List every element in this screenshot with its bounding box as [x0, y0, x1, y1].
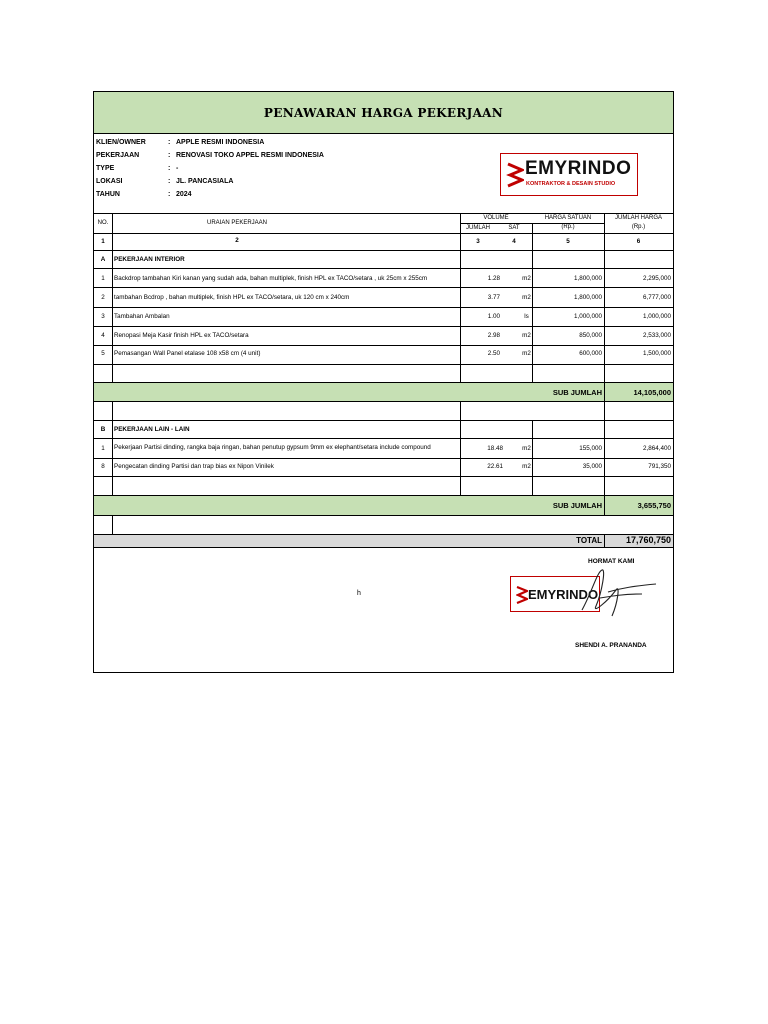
signature-greeting: HORMAT KAMI	[588, 558, 635, 565]
index-cell: 4	[512, 238, 516, 245]
info-label-location: LOKASI	[96, 178, 123, 185]
row-qty: 18.48	[487, 445, 503, 452]
row-no: 5	[101, 350, 105, 357]
logo-wordmark: EMYRINDO	[525, 158, 632, 179]
info-value-location: JL. PANCASIALA	[176, 178, 234, 185]
col-header-total-price: JUMLAH HARGA	[614, 215, 662, 221]
section-code: B	[100, 426, 106, 433]
row-unit-price: 1,000,000	[573, 313, 602, 320]
info-sep: :	[168, 165, 171, 172]
info-label-type: TYPE	[96, 165, 115, 172]
title-band	[94, 92, 673, 134]
info-label-client: KLIEN/OWNER	[96, 139, 146, 146]
row-no: 1	[101, 275, 105, 282]
signatory-name: SHENDI A. PRANANDA	[575, 642, 647, 649]
row-no: 8	[101, 463, 105, 470]
subtotal-value-a: 14,105,000	[633, 388, 671, 397]
row-unit-price: 1,800,000	[573, 275, 602, 282]
index-cell: 6	[636, 238, 641, 245]
row-description: Backdrop tambahan Kiri kanan yang sudah ada, bahan multiplek, finish HPL ex TACO/setara , uk 25cm x 255cm	[114, 275, 428, 282]
info-sep: :	[168, 191, 171, 198]
row-qty: 3.77	[487, 294, 500, 301]
col-header-unit: SAT	[508, 225, 520, 231]
logo-tagline: KONTRAKTOR & DESAIN STUDIO	[526, 181, 616, 187]
section-title: PEKERJAAN INTERIOR	[114, 256, 185, 263]
col-header-unit-price-currency: (Rp.)	[561, 224, 575, 230]
info-sep: :	[168, 152, 171, 159]
info-value-type: -	[176, 165, 179, 172]
row-total: 1,500,000	[642, 350, 671, 357]
col-header-no: NO.	[97, 220, 109, 226]
info-sep: :	[168, 139, 171, 146]
total-label: TOTAL	[576, 536, 602, 545]
subtotal-label-b: SUB JUMLAH	[552, 501, 602, 510]
row-unit: m2	[522, 445, 531, 452]
col-header-description: URAIAN PEKERJAAN	[206, 220, 267, 226]
stray-mark: h	[357, 590, 361, 597]
subtotal-label-a: SUB JUMLAH	[552, 388, 602, 397]
row-unit: m2	[522, 294, 531, 301]
row-unit: ls	[524, 313, 529, 320]
section-title: PEKERJAAN LAIN - LAIN	[114, 426, 190, 433]
row-description: Renopasi Meja Kasir finish HPL ex TACO/setara	[114, 332, 249, 339]
logo-mark-icon	[506, 162, 524, 188]
row-qty: 22.61	[487, 463, 503, 470]
row-no: 2	[101, 294, 105, 301]
row-description: tambahan Bcdrop , bahan multiplek, finish HPL ex TACO/setara, uk 120 cm x 240cm	[114, 294, 350, 301]
row-unit-price: 850,000	[579, 332, 602, 339]
row-qty: 2.98	[487, 332, 500, 339]
row-total: 791,350	[648, 463, 671, 470]
info-sep: :	[168, 178, 171, 185]
handwritten-signature-icon	[572, 562, 662, 622]
col-header-qty: JUMLAH	[465, 225, 490, 231]
info-label-year: TAHUN	[96, 191, 120, 198]
row-no: 3	[101, 313, 105, 320]
col-header-volume: VOLUME	[483, 215, 509, 221]
row-total: 1,000,000	[642, 313, 671, 320]
total-value: 17,760,750	[625, 535, 671, 545]
logo-mark-icon	[516, 586, 528, 604]
page-title: PENAWARAN HARGA PEKERJAAN	[263, 106, 504, 120]
row-description: Pengecatan dinding Partisi dan trap bias ex Nipon Vinilek	[114, 463, 274, 470]
row-total: 6,777,000	[642, 294, 671, 301]
row-description: Pemasangan Wall Panel etalase 108 x58 cm (4 unit)	[114, 350, 261, 357]
index-cell: 2	[235, 237, 239, 244]
row-qty: 1.00	[487, 313, 500, 320]
row-unit: m2	[522, 332, 531, 339]
info-label-work: PEKERJAAN	[96, 152, 140, 159]
info-value-year: 2024	[176, 191, 192, 198]
info-value-work: RENOVASI TOKO APPEL RESMI INDONESIA	[176, 152, 324, 159]
index-cell: 1	[101, 238, 105, 245]
row-total: 2,295,000	[642, 275, 671, 282]
row-unit-price: 155,000	[579, 445, 602, 452]
col-header-unit-price: HARGA SATUAN	[544, 215, 592, 221]
row-unit-price: 35,000	[582, 463, 602, 470]
section-code: A	[100, 256, 106, 263]
row-description: Tambahan Ambalan	[114, 313, 170, 320]
row-unit: m2	[522, 350, 531, 357]
signature-logo-wordmark: EMYRINDO	[528, 587, 599, 602]
row-unit: m2	[522, 275, 531, 282]
row-unit: m2	[522, 463, 531, 470]
row-total: 2,864,400	[642, 445, 671, 452]
row-unit-price: 1,800,000	[573, 294, 602, 301]
info-value-client: APPLE RESMI INDONESIA	[176, 139, 265, 146]
row-qty: 2.50	[487, 350, 500, 357]
row-qty: 1.28	[487, 275, 500, 282]
col-header-total-price-currency: (Rp.)	[631, 224, 646, 230]
row-unit-price: 600,000	[579, 350, 602, 357]
row-no: 1	[101, 445, 105, 452]
row-description: Pekerjaan Partisi dinding, rangka baja ringan, bahan penutup gypsum 9mm ex elephant/setara include compound	[114, 444, 431, 451]
company-logo	[500, 153, 638, 196]
row-no: 4	[101, 332, 105, 339]
quotation-sheet	[93, 91, 674, 673]
index-cell: 5	[566, 238, 570, 245]
index-cell: 3	[476, 238, 480, 245]
row-total: 2,533,000	[642, 332, 671, 339]
subtotal-value-b: 3,655,750	[637, 501, 671, 510]
